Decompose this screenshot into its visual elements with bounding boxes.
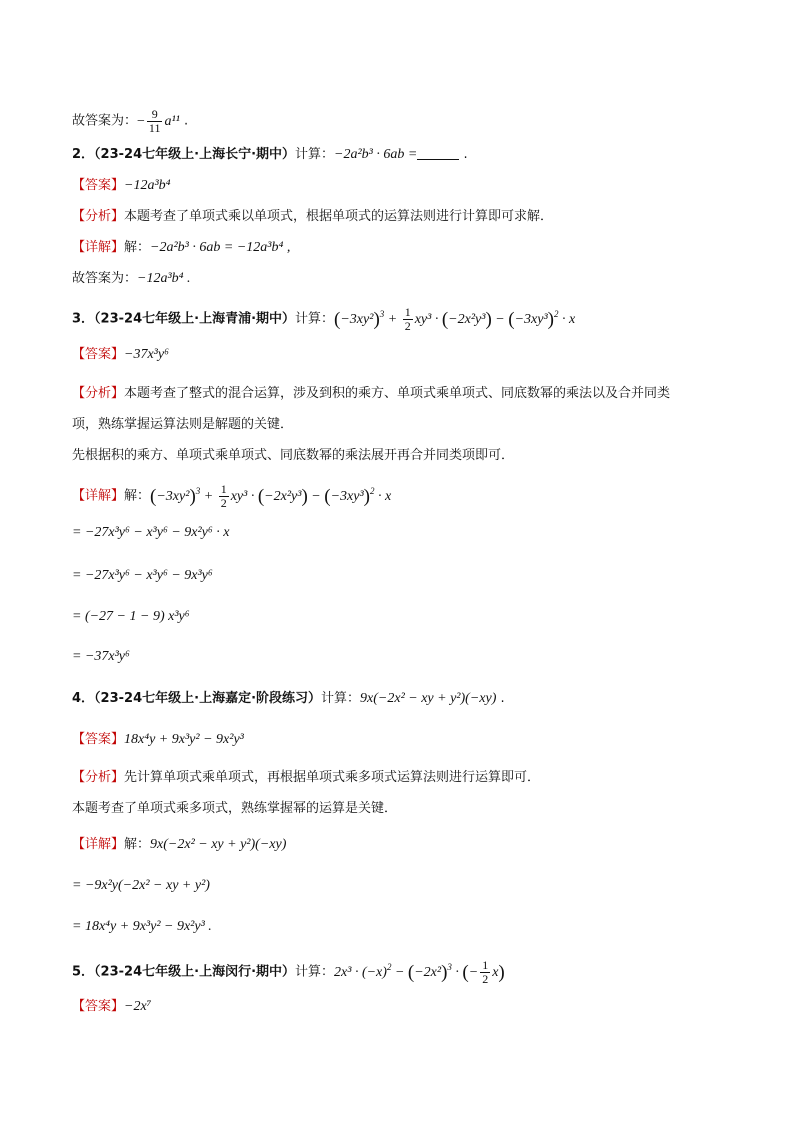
- analysis-text: 本题考查了整式的混合运算，涉及到积的乘方、单项式乘单项式、同底数幂的乘法以及合并同类: [124, 386, 671, 401]
- answer-blank: [417, 147, 459, 160]
- step-expression: = −27x³y⁶ − x³y⁶ − 9x²y⁶ · x: [72, 525, 230, 540]
- calc-label: 计算：: [295, 964, 335, 980]
- calc-label: 计算：: [295, 147, 335, 162]
- calc-label: 计算：: [295, 311, 335, 327]
- q3-step1: [72, 524, 229, 542]
- answer-tag: 【答案】: [72, 178, 125, 193]
- q4-analysis-line1: [72, 769, 540, 787]
- q2-detail: [72, 239, 290, 257]
- q4-analysis-line2: [72, 800, 397, 818]
- question-number: 3．: [72, 311, 95, 327]
- q5-expression: $2x^3 \cdot (-x)^2 - (-2x^2)^3$ · (− $\frac{1}{2}$ x): [334, 958, 505, 986]
- analysis-text: 先根据积的乘方、单项式乘单项式、同底数幂的乘法展开再合并同类项即可．: [72, 448, 515, 463]
- period: .: [500, 691, 505, 706]
- detail-tag: 【详解】: [72, 837, 125, 852]
- detail-expression: 9x(−2x² − xy + y²)(−xy): [150, 837, 287, 852]
- step-expression: = (−27 − 1 − 9) x³y⁶: [72, 609, 190, 624]
- analysis-text: 本题考查了单项式乘多项式，熟练掌握幂的运算是关键．: [72, 801, 398, 816]
- q1-final-answer: 故答案为：− $\frac{9}{11}$ a¹¹ .: [72, 107, 189, 135]
- solve-label: 解：: [124, 240, 151, 255]
- q4-expression: 9x(−2x² − xy + y²)(−xy): [360, 691, 497, 706]
- q3-analysis-line1: [72, 385, 670, 403]
- analysis-text: 本题考查了单项式乘以单项式，根据单项式的运算法则进行计算即可求解．: [124, 209, 554, 224]
- fraction-numerator: 9: [147, 108, 163, 122]
- q3-question: [72, 306, 575, 333]
- detail-tag: 【详解】: [72, 240, 125, 255]
- analysis-tag: 【分析】: [72, 770, 125, 785]
- step-expression: = −27x³y⁶ − x³y⁶ − 9x³y⁶: [72, 568, 213, 583]
- q3-analysis-line2: [72, 416, 293, 434]
- answer-value: −2x⁷: [124, 999, 152, 1014]
- q5-question: [72, 959, 505, 986]
- q3-answer: [72, 346, 169, 364]
- q2-question: [72, 146, 468, 164]
- q3-step4: [72, 648, 130, 666]
- q3-analysis-line3: [72, 447, 514, 465]
- question-source: （23-24七年级上·上海长宁·期中）: [94, 147, 296, 162]
- q2-expression: −2a²b³ · 6ab =: [334, 147, 418, 162]
- fraction: [147, 108, 163, 135]
- solve-label: 解：: [124, 488, 151, 504]
- analysis-text: 先计算单项式乘单项式，再根据单项式乘多项式运算法则进行运算即可．: [124, 770, 541, 785]
- question-number: 5．: [72, 964, 95, 980]
- answer-tag: 【答案】: [72, 732, 125, 747]
- q5-answer: [72, 998, 152, 1016]
- q3-expression: $(-3xy^2)^3$ + $\frac{1}{2}$ $xy^3 \cdot (-2x^2y^3) - (-3xy^3)^2 \cdot x$: [334, 305, 576, 333]
- detail-expression: $(-3xy^2)^3$ + $\frac{1}{2}$ $xy^3 \cdot (-2x^2y^3) - (-3xy^3)^2 \cdot x$: [150, 482, 392, 510]
- q3-step3: [72, 608, 190, 626]
- answer-is-label: 故答案为：: [72, 113, 138, 129]
- q1-expr-tail: a¹¹: [164, 113, 180, 129]
- answer-tag: 【答案】: [72, 999, 125, 1014]
- fraction-denominator: 11: [148, 121, 161, 135]
- analysis-tag: 【分析】: [72, 386, 125, 401]
- analysis-tag: 【分析】: [72, 209, 125, 224]
- question-source: （23-24七年级上·上海嘉定·阶段练习）: [94, 691, 322, 706]
- answer-tag: 【答案】: [72, 347, 125, 362]
- answer-value: 18x⁴y + 9x³y² − 9x²y³: [124, 732, 244, 747]
- q2-analysis: [72, 208, 553, 226]
- q4-answer: [72, 731, 244, 749]
- q3-step2: [72, 567, 213, 585]
- step-expression: = 18x⁴y + 9x³y² − 9x²y³ .: [72, 919, 212, 934]
- question-number: 4．: [72, 691, 95, 706]
- analysis-text: 项，熟练掌握运算法则是解题的关键．: [72, 417, 294, 432]
- q4-detail: [72, 836, 286, 854]
- q4-step2: [72, 918, 212, 936]
- question-source: （23-24七年级上·上海闵行·期中）: [94, 964, 296, 980]
- question-source: （23-24七年级上·上海青浦·期中）: [94, 311, 296, 327]
- calc-label: 计算：: [321, 691, 361, 706]
- q2-answer: [72, 177, 171, 195]
- q2-final-answer: [72, 270, 191, 288]
- q4-question: [72, 690, 505, 708]
- step-expression: = −37x³y⁶: [72, 649, 130, 664]
- answer-is-label: 故答案为：: [72, 271, 138, 286]
- answer-value: −12a³b⁴: [124, 178, 171, 193]
- solve-label: 解：: [124, 837, 151, 852]
- period: .: [463, 147, 468, 162]
- question-number: 2．: [72, 147, 95, 162]
- step-expression: = −9x²y(−2x² − xy + y²): [72, 878, 210, 893]
- final-expression: −12a³b⁴ .: [137, 271, 191, 286]
- answer-value: −37x³y⁶: [124, 347, 169, 362]
- q4-step1: [72, 877, 210, 895]
- detail-expression: −2a²b³ · 6ab = −12a³b⁴ ,: [150, 240, 291, 255]
- q3-detail: [72, 483, 391, 510]
- period: .: [184, 113, 189, 129]
- detail-tag: 【详解】: [72, 488, 125, 504]
